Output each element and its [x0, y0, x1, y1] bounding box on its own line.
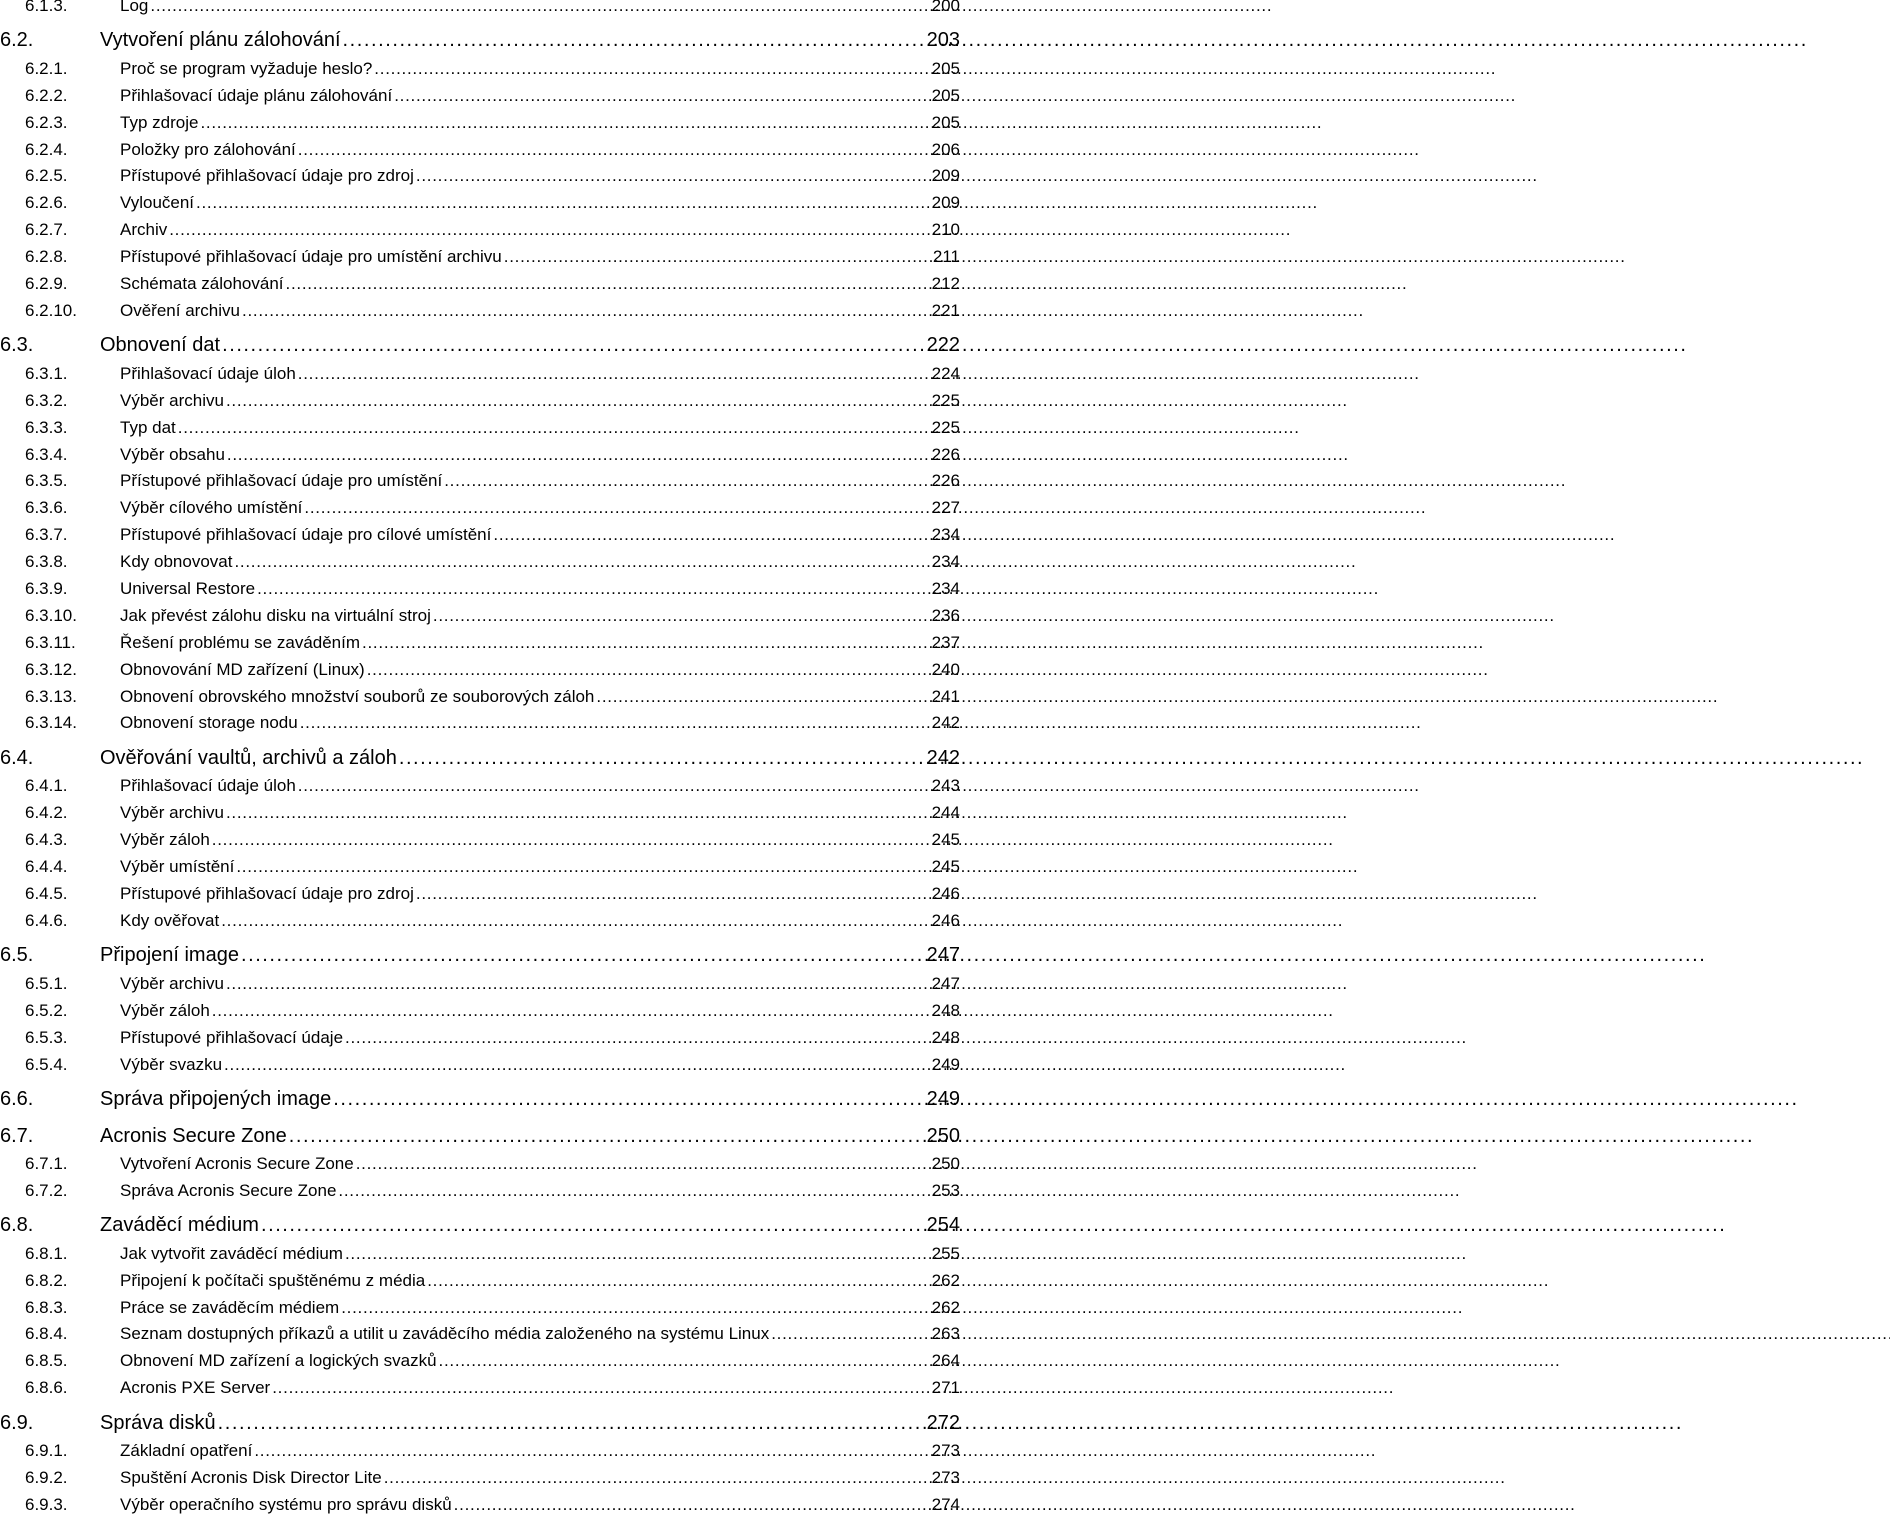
toc-entry-title: Vytvoření plánu zálohování: [100, 29, 341, 51]
toc-dot-leader: [226, 803, 930, 823]
toc-subsection-entry[interactable]: [0, 1271, 960, 1293]
toc-dot-leader: [212, 830, 930, 850]
toc-entry-number: 6.2.10.: [25, 301, 77, 320]
toc-dot-leader: [394, 86, 929, 106]
toc-subsection-entry[interactable]: [0, 1154, 960, 1176]
toc-subsection-entry[interactable]: [0, 1495, 960, 1517]
toc-section-entry[interactable]: [0, 1412, 960, 1438]
toc-entry-title: Schémata zálohování: [120, 274, 284, 293]
toc-entry-number: 6.5.4.: [25, 1055, 68, 1074]
toc-entry-title: Přístupové přihlašovací údaje: [120, 1028, 344, 1047]
toc-entry-number: 6.9.2.: [25, 1468, 68, 1487]
toc-subsection-entry[interactable]: [0, 803, 960, 825]
toc-entry-number: 6.2.7.: [25, 220, 68, 239]
toc-subsection-entry[interactable]: [0, 974, 960, 996]
toc-subsection-entry[interactable]: [0, 193, 960, 215]
toc-entry-title: Připojení image: [100, 944, 239, 966]
toc-subsection-entry[interactable]: [0, 1441, 960, 1463]
toc-entry-number: 6.3.10.: [25, 606, 77, 625]
toc-subsection-entry[interactable]: [0, 113, 960, 135]
toc-page-number: 264: [931, 1351, 960, 1370]
toc-entry-number: 6.2.: [0, 29, 34, 51]
toc-subsection-entry[interactable]: [0, 776, 960, 798]
toc-entry-number: 6.9.: [0, 1412, 34, 1434]
toc-subsection-entry[interactable]: [0, 911, 960, 933]
toc-page-number: 209: [931, 166, 960, 185]
toc-page-number: 249: [931, 1055, 960, 1074]
toc-page-number: 234: [931, 552, 960, 571]
toc-entry-number: 6.2.8.: [25, 247, 68, 266]
toc-entry-title: Acronis Secure Zone: [100, 1125, 287, 1147]
toc-entry-title: Log: [120, 0, 149, 15]
toc-entry-number: 6.2.3.: [25, 113, 68, 132]
toc-entry-title: Položky pro zálohování: [120, 140, 296, 159]
toc-dot-leader: [218, 1412, 925, 1435]
toc-dot-leader: [298, 364, 930, 384]
toc-subsection-entry[interactable]: [0, 445, 960, 467]
toc-dot-leader: [504, 247, 931, 267]
toc-dot-leader: [298, 776, 930, 796]
toc-subsection-entry[interactable]: [0, 857, 960, 879]
toc-page-number: 240: [931, 660, 960, 679]
toc-entry-number: 6.7.: [0, 1125, 34, 1147]
toc-entry-number: 6.5.: [0, 944, 34, 966]
toc-dot-leader: [257, 579, 930, 599]
toc-subsection-entry[interactable]: [0, 713, 960, 735]
toc-entry-number: 6.3.1.: [25, 364, 68, 383]
toc-entry-number: 6.7.1.: [25, 1154, 68, 1173]
toc-page-number: 221: [931, 301, 960, 320]
toc-page-number: 226: [931, 445, 960, 464]
toc-page-number: 205: [931, 113, 960, 132]
toc-page-number: 210: [931, 220, 960, 239]
toc-section-entry[interactable]: [0, 944, 960, 970]
toc-entry-number: 6.2.1.: [25, 59, 68, 78]
toc-dot-leader: [227, 445, 930, 465]
toc-entry-title: Obnovení MD zařízení a logických svazků: [120, 1351, 437, 1370]
toc-dot-leader: [771, 1324, 929, 1344]
toc-dot-leader: [362, 633, 930, 653]
toc-entry-title: Obnovení storage nodu: [120, 713, 298, 732]
toc-page-number: 222: [926, 334, 960, 356]
toc-entry-title: Připojení k počítači spuštěnému z média: [120, 1271, 426, 1290]
toc-page-number: 209: [931, 193, 960, 212]
toc-entry-title: Výběr cílového umístění: [120, 498, 303, 517]
toc-entry-title: Acronis PXE Server: [120, 1378, 271, 1397]
toc-entry-number: 6.8.5.: [25, 1351, 68, 1370]
toc-subsection-entry[interactable]: [0, 247, 960, 269]
toc-page-number: 249: [926, 1088, 960, 1110]
toc-subsection-entry[interactable]: [0, 1324, 960, 1346]
toc-section-entry[interactable]: [0, 1088, 960, 1114]
toc-entry-number: 6.4.1.: [25, 776, 68, 795]
toc-entry-number: 6.3.5.: [25, 471, 68, 490]
toc-page-number: 245: [931, 830, 960, 849]
toc-subsection-entry[interactable]: [0, 86, 960, 108]
toc-dot-leader: [356, 1154, 930, 1174]
toc-entry-number: 6.2.4.: [25, 140, 68, 159]
toc-subsection-entry[interactable]: [0, 1468, 960, 1490]
toc-entry-title: Správa Acronis Secure Zone: [120, 1181, 337, 1200]
toc-entry-title: Přihlašovací údaje úloh: [120, 364, 296, 383]
toc-entry-number: 6.4.5.: [25, 884, 68, 903]
toc-dot-leader: [150, 0, 929, 16]
toc-subsection-entry[interactable]: [0, 274, 960, 296]
toc-subsection-entry[interactable]: [0, 1244, 960, 1266]
toc-entry-number: 6.3.6.: [25, 498, 68, 517]
toc-subsection-entry[interactable]: [0, 364, 960, 386]
toc-page-number: 242: [931, 713, 960, 732]
toc-dot-leader: [345, 1028, 930, 1048]
toc-entry-number: 6.3.9.: [25, 579, 68, 598]
toc-entry-number: 6.8.4.: [25, 1324, 68, 1343]
toc-dot-leader: [178, 418, 930, 438]
toc-subsection-entry[interactable]: [0, 418, 960, 440]
toc-entry-title: Přihlašovací údaje plánu zálohování: [120, 86, 393, 105]
toc-entry-number: 6.4.3.: [25, 830, 68, 849]
toc-page-number: 248: [931, 1001, 960, 1020]
toc-dot-leader: [286, 274, 930, 294]
toc-subsection-entry[interactable]: [0, 471, 960, 493]
toc-dot-leader: [374, 59, 929, 79]
toc-entry-number: 6.4.2.: [25, 803, 68, 822]
toc-entry-number: 6.3.4.: [25, 445, 68, 464]
toc-section-entry[interactable]: [0, 747, 960, 773]
toc-subsection-entry[interactable]: [0, 220, 960, 242]
toc-entry-title: Vyloučení: [120, 193, 195, 212]
toc-entry-number: 6.2.6.: [25, 193, 68, 212]
toc-dot-leader: [367, 660, 930, 680]
toc-entry-title: Přístupové přihlašovací údaje pro umístění archivu: [120, 247, 502, 266]
toc-dot-leader: [427, 1271, 929, 1291]
toc-entry-title: Ověřování vaultů, archivů a záloh: [100, 747, 397, 769]
toc-dot-leader: [212, 1001, 930, 1021]
toc-subsection-entry[interactable]: [0, 552, 960, 574]
toc-page-number: 271: [931, 1378, 960, 1397]
toc-page-number: 273: [931, 1468, 960, 1487]
toc-entry-title: Práce se zaváděcím médiem: [120, 1298, 340, 1317]
toc-dot-leader: [289, 1125, 925, 1148]
toc-page-number: 253: [931, 1181, 960, 1200]
toc-dot-leader: [234, 552, 929, 572]
toc-subsection-entry[interactable]: [0, 830, 960, 852]
toc-entry-number: 6.3.13.: [25, 687, 77, 706]
toc-page-number: 247: [931, 974, 960, 993]
toc-entry-title: Výběr archivu: [120, 803, 224, 822]
toc-page-number: 211: [932, 247, 960, 266]
toc-dot-leader: [261, 1214, 925, 1237]
toc-entry-title: Výběr archivu: [120, 974, 224, 993]
toc-entry-title: Kdy ověřovat: [120, 911, 220, 930]
toc-entry-title: Obnovování MD zařízení (Linux): [120, 660, 365, 679]
toc-entry-title: Jak převést zálohu disku na virtuální stroj: [120, 606, 431, 625]
toc-dot-leader: [241, 944, 925, 967]
toc-dot-leader: [416, 884, 930, 904]
toc-page-number: 237: [931, 633, 960, 652]
toc-entry-number: 6.8.: [0, 1214, 34, 1236]
toc-subsection-entry[interactable]: [0, 1028, 960, 1050]
toc-entry-title: Výběr záloh: [120, 830, 210, 849]
toc-subsection-entry[interactable]: [0, 59, 960, 81]
toc-entry-number: 6.2.5.: [25, 166, 68, 185]
toc-page-number: 234: [931, 579, 960, 598]
toc-page-number: 248: [931, 1028, 960, 1047]
toc-page-number: 225: [931, 391, 960, 410]
toc-entry-title: Ověření archivu: [120, 301, 240, 320]
toc-page-number: 262: [931, 1298, 960, 1317]
toc-dot-leader: [341, 1298, 929, 1318]
toc-dot-leader: [200, 113, 929, 133]
toc-entry-number: 6.3.14.: [25, 713, 77, 732]
toc-dot-leader: [224, 1055, 930, 1075]
toc-entry-title: Výběr umístění: [120, 857, 235, 876]
toc-page-number: 241: [931, 687, 960, 706]
toc-subsection-entry[interactable]: [0, 1298, 960, 1320]
toc-page-number: 250: [931, 1154, 960, 1173]
toc-dot-leader: [242, 301, 930, 321]
toc-entry-number: 6.3.: [0, 334, 34, 356]
toc-entry-number: 6.9.3.: [25, 1495, 68, 1514]
toc-entry-number: 6.8.3.: [25, 1298, 68, 1317]
toc-section-entry[interactable]: [0, 334, 960, 360]
toc-dot-leader: [439, 1351, 930, 1371]
toc-dot-leader: [338, 1181, 929, 1201]
toc-entry-title: Archiv: [120, 220, 168, 239]
toc-dot-leader: [272, 1378, 929, 1398]
toc-entry-number: 6.3.7.: [25, 525, 68, 544]
toc-dot-leader: [343, 29, 925, 52]
toc-dot-leader: [304, 498, 929, 518]
toc-entry-number: 6.5.2.: [25, 1001, 68, 1020]
toc-entry-title: Správa připojených image: [100, 1088, 332, 1110]
toc-subsection-entry[interactable]: [0, 0, 960, 18]
toc-subsection-entry[interactable]: [0, 687, 960, 709]
toc-entry-title: Proč se program vyžaduje heslo?: [120, 59, 373, 78]
toc-subsection-entry[interactable]: [0, 884, 960, 906]
toc-page-number: 206: [931, 140, 960, 159]
toc-entry-title: Řešení problému se zaváděním: [120, 633, 361, 652]
toc-subsection-entry[interactable]: [0, 1378, 960, 1400]
toc-entry-title: Výběr svazku: [120, 1055, 223, 1074]
toc-dot-leader: [169, 220, 929, 240]
toc-entry-number: 6.4.4.: [25, 857, 68, 876]
toc-dot-leader: [221, 911, 929, 931]
toc-subsection-entry[interactable]: [0, 166, 960, 188]
toc-entry-title: Spuštění Acronis Disk Director Lite: [120, 1468, 382, 1487]
toc-dot-leader: [222, 334, 925, 357]
toc-page-number: 236: [931, 606, 960, 625]
toc-subsection-entry[interactable]: [0, 498, 960, 520]
toc-page-number: 246: [931, 884, 960, 903]
toc-dot-leader: [345, 1244, 930, 1264]
toc-page-number: 243: [931, 776, 960, 795]
toc-entry-title: Přihlašovací údaje úloh: [120, 776, 296, 795]
toc-page-number: 226: [931, 471, 960, 490]
toc-entry-title: Přístupové přihlašovací údaje pro umístění: [120, 471, 443, 490]
toc-entry-number: 6.3.8.: [25, 552, 68, 571]
toc-page-number: 254: [926, 1214, 960, 1236]
toc-subsection-entry[interactable]: [0, 579, 960, 601]
toc-entry-number: 6.6.: [0, 1088, 34, 1110]
toc-page-number: 273: [931, 1441, 960, 1460]
toc-entry-number: 6.8.1.: [25, 1244, 68, 1263]
toc-page-number: 250: [926, 1125, 960, 1147]
toc-entry-title: Typ dat: [120, 418, 176, 437]
toc-entry-number: 6.4.: [0, 747, 34, 769]
toc-entry-title: Kdy obnovovat: [120, 552, 233, 571]
toc-entry-number: 6.8.6.: [25, 1378, 68, 1397]
toc-entry-number: 6.5.3.: [25, 1028, 68, 1047]
toc-entry-number: 6.3.11.: [25, 633, 76, 652]
toc-page-number: 205: [931, 86, 960, 105]
toc-dot-leader: [236, 857, 929, 877]
toc-subsection-entry[interactable]: [0, 1181, 960, 1203]
toc-subsection-entry[interactable]: [0, 1055, 960, 1077]
toc-entry-title: Správa disků: [100, 1412, 216, 1434]
toc-entry-number: 6.3.2.: [25, 391, 68, 410]
toc-entry-number: 6.3.12.: [25, 660, 77, 679]
toc-subsection-entry[interactable]: [0, 301, 960, 323]
toc-entry-number: 6.2.9.: [25, 274, 68, 293]
toc-page-number: 247: [926, 944, 960, 966]
toc-section-entry[interactable]: [0, 1125, 960, 1151]
toc-section-entry[interactable]: [0, 29, 960, 55]
toc-page-number: 262: [931, 1271, 960, 1290]
toc-subsection-entry[interactable]: [0, 525, 960, 547]
toc-entry-title: Universal Restore: [120, 579, 256, 598]
toc-page-number: 263: [931, 1324, 960, 1343]
toc-subsection-entry[interactable]: [0, 391, 960, 413]
toc-entry-title: Obnovení dat: [100, 334, 221, 356]
toc-page-number: 225: [931, 418, 960, 437]
toc-page-number: 200: [931, 0, 960, 15]
toc-entry-title: Výběr archivu: [120, 391, 224, 410]
toc-page-number: 203: [926, 29, 960, 51]
toc-entry-number: 6.4.6.: [25, 911, 68, 930]
toc-entry-number: 6.7.2.: [25, 1181, 68, 1200]
toc-dot-leader: [333, 1088, 924, 1111]
toc-dot-leader: [300, 713, 930, 733]
toc-dot-leader: [493, 525, 929, 545]
toc-page-number: 212: [931, 274, 960, 293]
toc-subsection-entry[interactable]: [0, 1351, 960, 1373]
toc-dot-leader: [254, 1441, 929, 1461]
toc-entry-title: Typ zdroje: [120, 113, 199, 132]
toc-subsection-entry[interactable]: [0, 606, 960, 628]
toc-entry-title: Výběr obsahu: [120, 445, 225, 464]
toc-page-number: 242: [926, 747, 960, 769]
toc-page-number: 272: [926, 1412, 960, 1434]
toc-subsection-entry[interactable]: [0, 633, 960, 655]
toc-page-number: 274: [931, 1495, 960, 1514]
toc-dot-leader: [384, 1468, 930, 1488]
toc-page-number: 244: [931, 803, 960, 822]
toc-entry-number: 6.5.1.: [25, 974, 68, 993]
toc-page-number: 234: [931, 525, 960, 544]
toc-page-number: 205: [931, 59, 960, 78]
toc-page-number: 245: [931, 857, 960, 876]
toc-entry-title: Výběr záloh: [120, 1001, 210, 1020]
toc-entry-title: Přístupové přihlašovací údaje pro cílové umístění: [120, 525, 492, 544]
toc-entry-title: Výběr operačního systému pro správu disků: [120, 1495, 452, 1514]
toc-section-entry[interactable]: [0, 1214, 960, 1240]
toc-dot-leader: [596, 687, 929, 707]
toc-page-number: 227: [931, 498, 960, 517]
toc-entry-title: Obnovení obrovského množství souborů ze souborových záloh: [120, 687, 595, 706]
toc-entry-number: 6.9.1.: [25, 1441, 68, 1460]
toc-dot-leader: [433, 606, 930, 626]
toc-page-number: 246: [931, 911, 960, 930]
toc-dot-leader: [226, 391, 930, 411]
toc-subsection-entry[interactable]: [0, 660, 960, 682]
toc-entry-title: Jak vytvořit zaváděcí médium: [120, 1244, 343, 1263]
toc-subsection-entry[interactable]: [0, 140, 960, 162]
toc-entry-title: Zaváděcí médium: [100, 1214, 259, 1236]
toc-dot-leader: [196, 193, 930, 213]
toc-entry-title: Seznam dostupných příkazů a utilit u zaváděcího média založeného na systému Linux: [120, 1324, 770, 1343]
toc-entry-title: Přístupové přihlašovací údaje pro zdroj: [120, 884, 414, 903]
toc-dot-leader: [399, 747, 925, 770]
toc-entry-title: Přístupové přihlašovací údaje pro zdroj: [120, 166, 414, 185]
toc-dot-leader: [454, 1495, 930, 1515]
toc-entry-title: Základní opatření: [120, 1441, 253, 1460]
toc-dot-leader: [226, 974, 930, 994]
toc-dot-leader: [444, 471, 929, 491]
toc-entry-number: 6.2.2.: [25, 86, 68, 105]
toc-dot-leader: [416, 166, 930, 186]
toc-entry-title: Vytvoření Acronis Secure Zone: [120, 1154, 354, 1173]
toc-entry-number: 6.8.2.: [25, 1271, 68, 1290]
toc-entry-number: 6.1.3.: [25, 0, 68, 15]
toc-page-number: 255: [931, 1244, 960, 1263]
toc-subsection-entry[interactable]: [0, 1001, 960, 1023]
toc-dot-leader: [298, 140, 930, 160]
toc-entry-number: 6.3.3.: [25, 418, 68, 437]
toc-page-number: 224: [931, 364, 960, 383]
